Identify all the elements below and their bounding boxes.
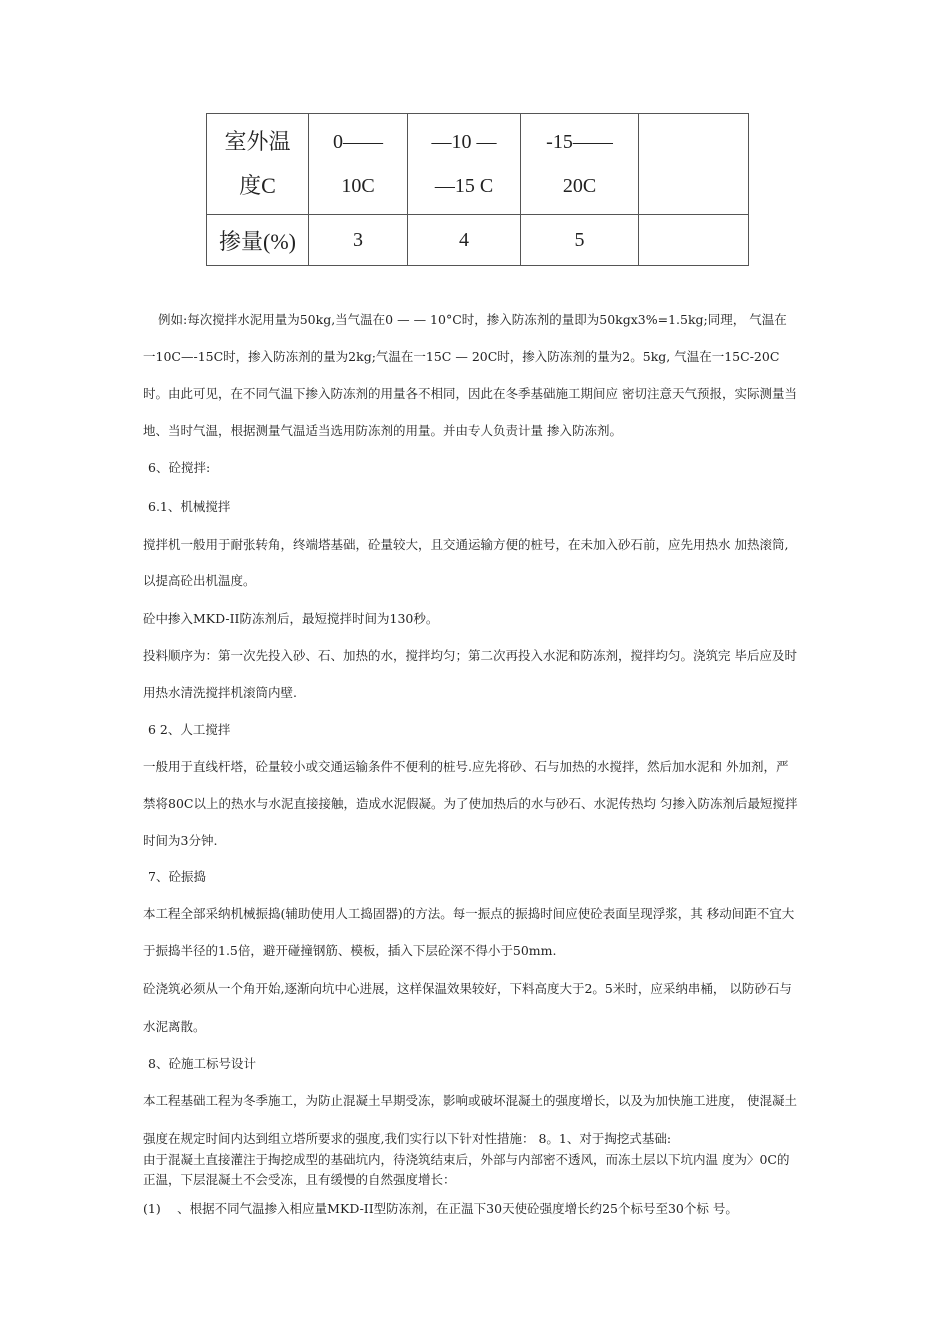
paragraph-line: 由于混凝土直接灌注于掏挖成型的基础坑内，待浇筑结束后，外部与内部密不透风，而冻土层以下坑内温 度为〉0C的: [143, 1152, 790, 1167]
paragraph-line: 于振捣半径的1.5倍，避开碰撞钢筋、模板，插入下层砼深不得小于50mm.: [143, 943, 557, 958]
header-cell-label: [207, 114, 309, 215]
header-label-line1: 室外温: [224, 129, 291, 154]
header-col1-line2: 10C: [341, 175, 375, 197]
header-col2-line2: —15 C: [434, 175, 494, 197]
header-cell-3: [521, 114, 639, 215]
dosage-cell-1: 3: [309, 215, 408, 266]
paragraph-line: 一般用于直线杆塔，砼量较小或交通运输条件不便利的桩号.应先将砂、石与加热的水搅拌，然后加水泥和 外加剂，严: [143, 759, 789, 774]
paragraph-line: 砼浇筑必须从一个角开始,逐渐向坑中心进展，这样保温效果较好，下料高度大于2。5米时，应采纳串桶， 以防砂石与: [143, 981, 792, 996]
paragraph-line: 正温，下层混凝土不会受冻，且有缓慢的自然强度增长：: [143, 1172, 456, 1187]
paragraph-line: 用热水清洗搅拌机滚筒内壁.: [143, 685, 297, 700]
paragraph-line: 搅拌机一般用于耐张转角，终端塔基础，砼量较大，且交通运输方便的桩号，在未加入砂石前，应先用热水 加热滚筒,: [143, 537, 789, 552]
dosage-label: 掺量(%): [219, 228, 296, 254]
paragraph-line: 时。由此可见，在不同气温下掺入防冻剂的用量各不相同，因此在冬季基础施工期间应 密切注意天气预报，实际测量当: [143, 386, 797, 401]
paragraph-line: 砼中掺入MKD-II防冻剂后，最短搅拌时间为130秒。: [143, 611, 439, 626]
paragraph-line: 本工程基础工程为冬季施工，为防止混凝土早期受冻，影响或破坏混凝土的强度增长，以及为加快施工进度， 使混凝土: [143, 1093, 797, 1108]
header-cell-1: [309, 114, 408, 215]
header-col2-line1: —10 —: [431, 131, 497, 153]
paragraph-line: 本工程全部采纳机械振捣(辅助使用人工捣固器)的方法。每一振点的振捣时间应使砼表面呈现浮浆，其 移动间距不宜大: [143, 906, 795, 921]
paragraph-line: 例如:每次搅拌水泥用量为50kg,当气温在0 — — 10°C时，掺入防冻剂的量即为50kgx3%=1.5kg;同理， 气温在: [158, 312, 787, 327]
dosage-label-cell: [207, 215, 309, 266]
paragraph-line: 投料顺序为：第一次先投入砂、石、加热的水，搅拌均匀；第二次再投入水泥和防冻剂，搅拌均匀。浇筑完 毕后应及时: [143, 648, 797, 663]
paragraph-line: 时间为3分钟.: [143, 833, 218, 848]
paragraph-line: 禁将80C以上的热水与水泥直接接触，造成水泥假凝。为了使加热后的水与砂石、水泥传热均 匀掺入防冻剂后最短搅拌: [143, 796, 798, 811]
paragraph-line: 地、当时气温，根据测量气温适当选用防冻剂的用量。并由专人负责计量 掺入防冻剂。: [143, 423, 622, 438]
header-cell-2: [408, 114, 521, 215]
dosage-cell-2: 4: [408, 215, 521, 266]
temperature-dosage-table: [206, 113, 749, 266]
header-col1-line1: 0——: [333, 131, 383, 153]
section-heading: 7、砼振捣: [148, 869, 206, 884]
paragraph-line: (1) 、根据不同气温掺入相应量MKD-II型防冻剂，在正温下30天使砼强度增长约25个标号至30个标 号。: [143, 1201, 738, 1216]
header-col3-line1: -15——: [546, 131, 613, 153]
paragraph-line: 水泥离散。: [143, 1019, 206, 1034]
paragraph-line: 一10C—-15C时，掺入防冻剂的量为2kg;气温在一15C — 20C时，掺入防冻剂的量为2。5kg, 气温在一15C-20C: [143, 349, 780, 364]
header-cell-4: [639, 114, 749, 215]
paragraph-line: 以提高砼出机温度。: [143, 573, 256, 588]
header-label-line2: 度C: [239, 173, 276, 198]
paragraph-line: 强度在规定时间内达到组立塔所要求的强度,我们实行以下针对性措施： 8。1、对于掏挖式基础:: [143, 1131, 672, 1146]
dosage-cell-3: 5: [521, 215, 639, 266]
section-heading: 6 2、人工搅拌: [148, 722, 231, 737]
dosage-cell-4: [639, 215, 749, 266]
section-heading: 6、砼搅拌:: [148, 460, 211, 475]
section-heading: 8、砼施工标号设计: [148, 1056, 256, 1071]
section-heading: 6.1、机械搅拌: [148, 499, 231, 514]
table-row-dosage: [207, 215, 749, 266]
table-row-temperature: [207, 114, 749, 215]
header-col3-line2: 20C: [562, 175, 597, 197]
